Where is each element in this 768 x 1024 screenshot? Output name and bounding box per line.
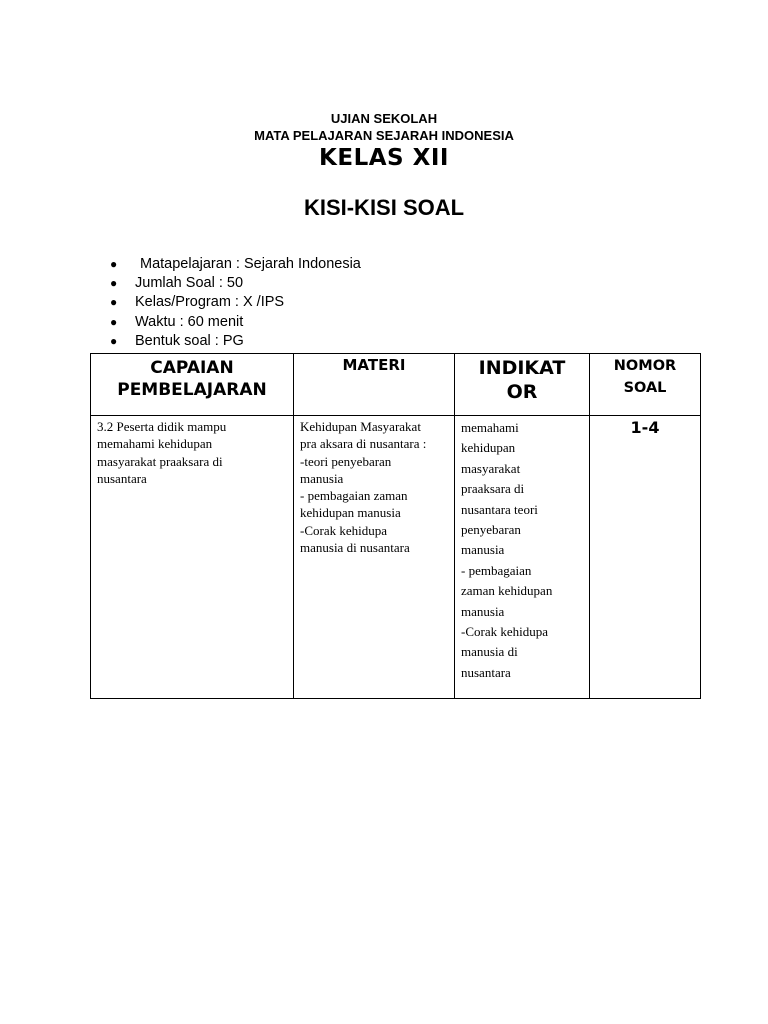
info-text: Jumlah Soal : 50 (135, 275, 244, 292)
header-materi: MATERI (294, 354, 455, 416)
bullet-icon: ● (110, 295, 118, 310)
cell-capaian: 3.2 Peserta didik mampu memahami kehidupan masyarakat praaksara di nusantara (91, 416, 294, 699)
header-indikator: INDIKAT OR (455, 354, 590, 416)
table-header-row (91, 354, 701, 416)
info-list (108, 255, 361, 351)
info-text: Matapelajaran : Sejarah Indonesia (140, 256, 361, 272)
kisi-table (90, 353, 701, 699)
cell-indikator: memahami kehidupan masyarakat praaksara di nusantara teori penyebaran manusia - pembagaian zaman kehidupan manusia -Corak kehidupa manusia di nusantara (455, 416, 590, 699)
info-item-time (108, 313, 361, 332)
info-item-class (108, 293, 361, 312)
info-text: Waktu : 60 menit (135, 313, 244, 330)
info-text: Kelas/Program : X /IPS (135, 294, 285, 311)
info-text: Bentuk soal : PG (135, 332, 244, 349)
cell-nomor-soal: 1-4 (590, 416, 701, 699)
subject-title: MATA PELAJARAN SEJARAH INDONESIA (254, 128, 514, 143)
info-item-format (108, 332, 361, 351)
table-row (91, 416, 701, 699)
document-title: KISI-KISI SOAL (303, 195, 465, 220)
info-item-subject (108, 255, 361, 274)
bullet-icon: ● (110, 333, 118, 348)
bullet-icon: ● (110, 257, 118, 271)
class-title: KELAS XII (319, 145, 449, 171)
header-nomor-soal: NOMOR SOAL (590, 354, 701, 416)
info-item-question-count (108, 274, 361, 293)
cell-materi: Kehidupan Masyarakat pra aksara di nusantara : -teori penyebaran manusia - pembagaian zaman kehidupan manusia -Corak kehidupa manusia di nusantara (294, 416, 455, 699)
bullet-icon: ● (110, 314, 118, 329)
exam-title: UJIAN SEKOLAH (330, 111, 438, 126)
header-capaian: CAPAIAN PEMBELAJARAN (91, 354, 294, 416)
bullet-icon: ● (110, 276, 118, 291)
